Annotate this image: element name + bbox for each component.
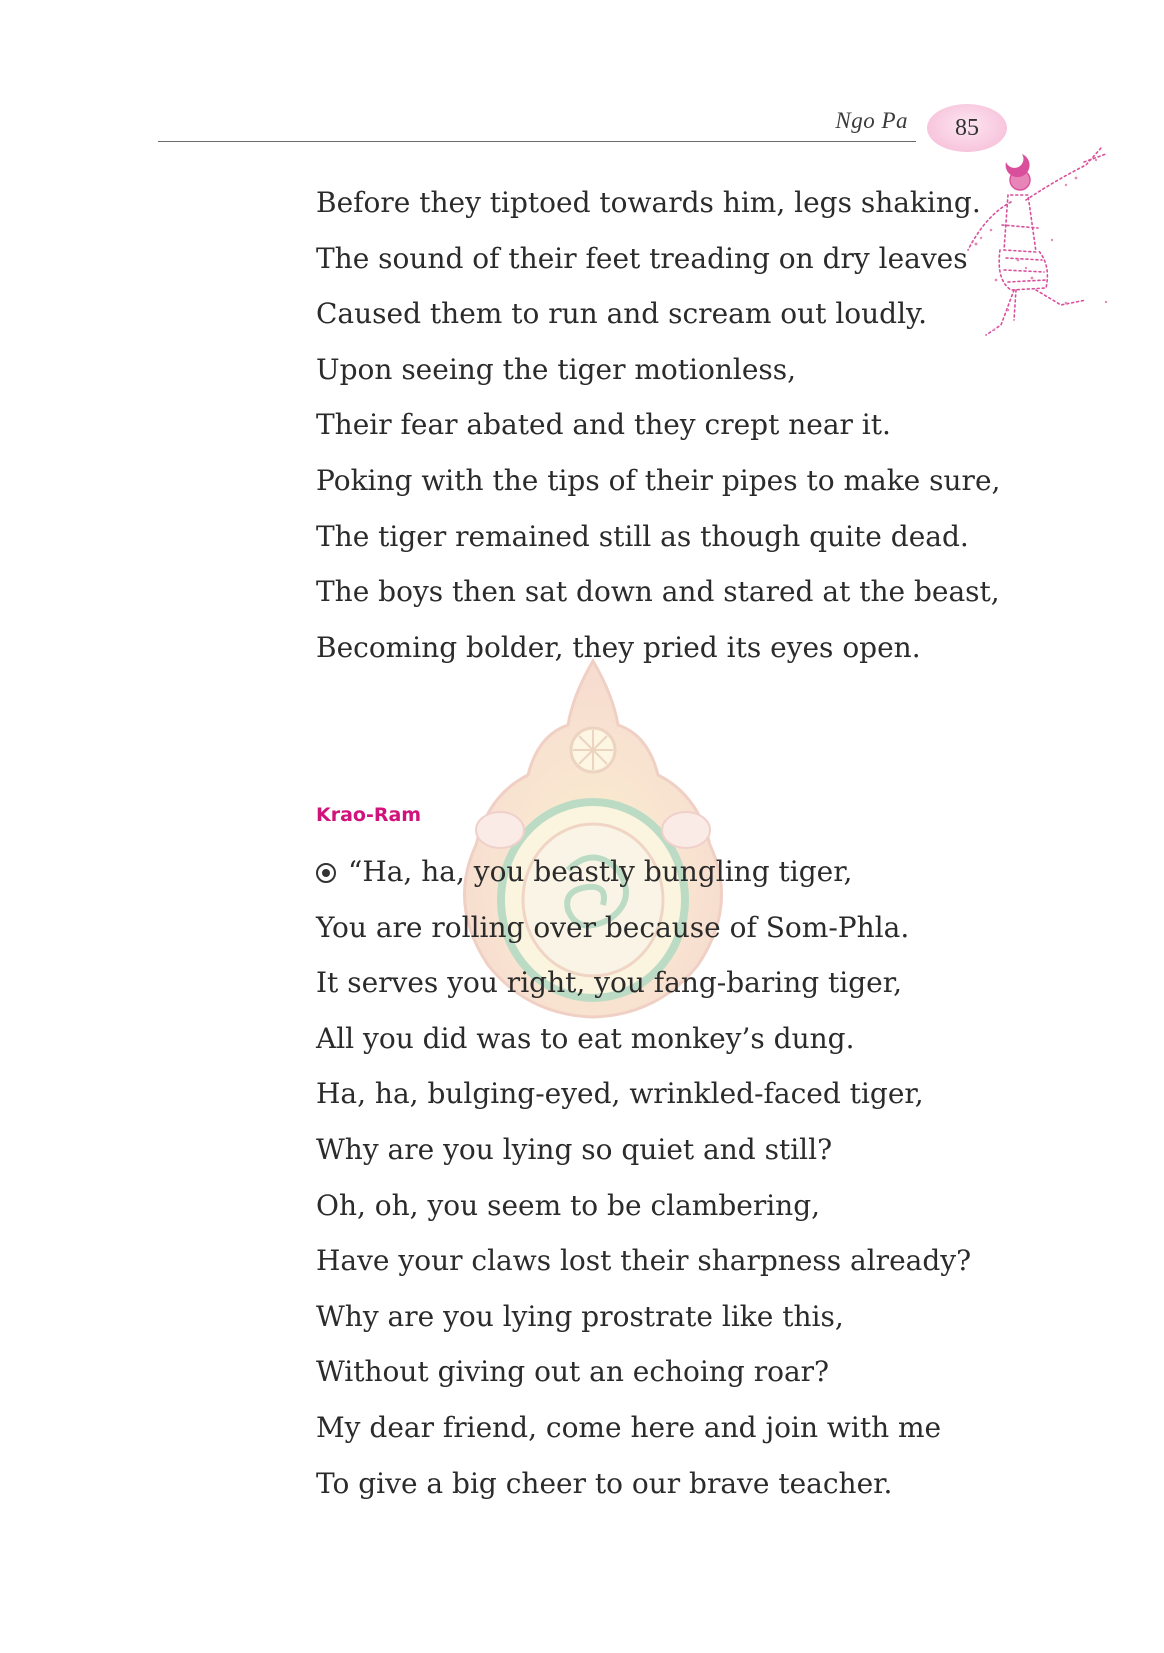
verse-line: Before they tiptoed towards him, legs shaking. <box>316 186 981 219</box>
verse-line: Why are you lying prostrate like this, <box>316 1299 844 1333</box>
verse-line: You are rolling over because of Som-Phla. <box>316 910 910 944</box>
verse-line: Without giving out an echoing roar? <box>316 1355 830 1389</box>
circle-dot-icon <box>316 863 336 883</box>
verse-line: Caused them to run and scream out loudly. <box>316 297 928 331</box>
page-number: 85 <box>955 114 979 141</box>
verse-line: Becoming bolder, they pried its eyes open. <box>316 630 921 664</box>
verse-line: The tiger remained still as though quite dead. <box>316 519 969 553</box>
running-title: Ngo Pa <box>835 108 908 133</box>
verse-line: Have your claws lost their sharpness already? <box>316 1244 972 1278</box>
verse-line: Ha, ha, bulging-eyed, wrinkled-faced tiger, <box>316 1077 924 1111</box>
verse-line: Their fear abated and they crept near it. <box>316 408 891 442</box>
verse-line-first <box>316 844 971 900</box>
header-rule <box>158 141 916 142</box>
verse-line: Why are you lying so quiet and still? <box>316 1132 833 1166</box>
stanza-2 <box>316 844 971 1511</box>
verse-line: Poking with the tips of their pipes to make sure, <box>316 463 1001 497</box>
verse-line-text: “Ha, ha, you beastly bungling tiger, <box>348 855 853 888</box>
verse-line: To give a big cheer to our brave teacher. <box>316 1466 893 1500</box>
verse-line: The sound of their feet treading on dry leaves <box>316 241 968 275</box>
verse-line: Oh, oh, you seem to be clambering, <box>316 1188 821 1222</box>
stanza-1 <box>316 175 1000 675</box>
speaker-heading: Krao-Ram <box>316 804 422 826</box>
verse-line: Upon seeing the tiger motionless, <box>316 352 797 386</box>
verse-line: All you did was to eat monkey’s dung. <box>316 1021 855 1055</box>
verse-line: It serves you right, you fang-baring tiger, <box>316 966 902 1000</box>
verse-line: The boys then sat down and stared at the beast, <box>316 575 1000 609</box>
verse-line: My dear friend, come here and join with me <box>316 1410 942 1444</box>
